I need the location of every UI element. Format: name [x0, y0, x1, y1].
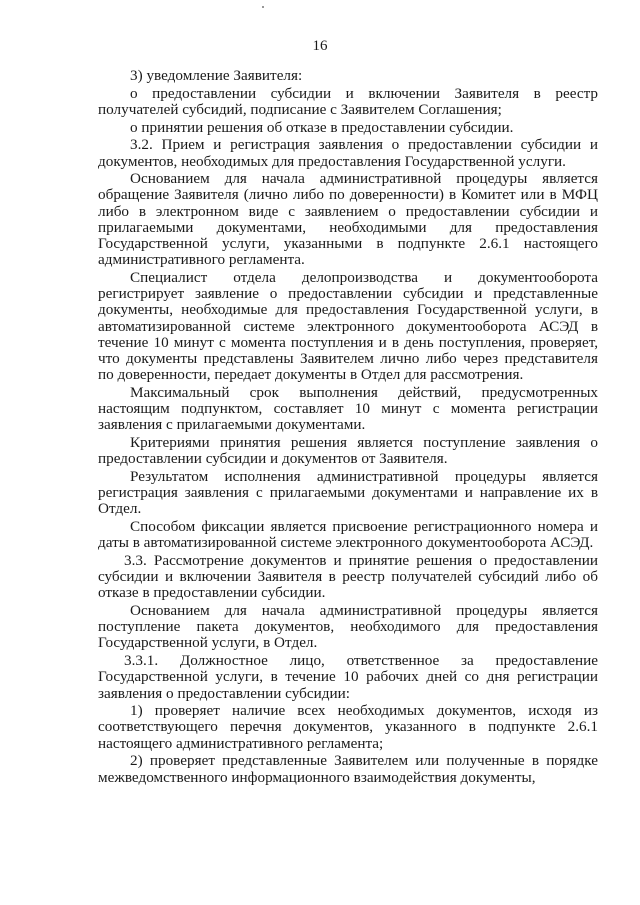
document-body	[98, 68, 598, 787]
paragraph: 3.2. Прием и регистрация заявления о предоставлении субсидии и документов, необходимых для предоставления Государственной услуги.	[98, 136, 598, 170]
paragraph: 3.3.1. Должностное лицо, ответственное за предоставление Государственной услуги, в течение 10 рабочих дней со дня регистрации заявления о предоставлении субсидии:	[98, 652, 598, 702]
paragraph: о предоставлении субсидии и включении Заявителя в реестр получателей субсидий, подписание с Заявителем Соглашения;	[98, 84, 598, 118]
paragraph: о принятии решения об отказе в предоставлении субсидии.	[130, 118, 514, 136]
scan-speck	[262, 6, 264, 8]
paragraph: Способом фиксации является присвоение регистрационного номера и даты в автоматизированной системе электронного документооборота АСЭД.	[98, 517, 598, 552]
paragraph: Специалист отдела делопроизводства и документооборота регистрирует заявление о предоставлении субсидии и представленные документы, необходимые для предоставления Государственной услуги, в автоматизированной системе электронного документооборота АСЭД в течение 10 минут с момента поступления и в день поступления, проверяет, что документы представлены Заявителем лично либо через представителя по доверенности, передает документы в Отдел для рассмотрения.	[98, 268, 598, 384]
paragraph: Результатом исполнения административной процедуры является регистрация заявления с прилагаемыми документами и направление их в Отдел.	[98, 467, 598, 518]
page-number: 16	[312, 38, 328, 54]
paragraph: Основанием для начала административной процедуры является обращение Заявителя (лично либо по доверенности) в Комитет или в МФЦ либо в электронном виде с заявлением о предоставлении субсидии и прилагаемыми документами, необходимыми для предоставления Государственной услуги, указанными в подпункте 2.6.1 настоящего административного регламента.	[98, 170, 598, 269]
paragraph: 1) проверяет наличие всех необходимых документов, исходя из соответствующего перечня документов, указанного в подпункте 2.6.1 настоящего административного регламента;	[98, 702, 598, 752]
paragraph: Критериями принятия решения является поступление заявления о предоставлении субсидии и документов от Заявителя.	[98, 433, 598, 468]
paragraph: 2) проверяет представленные Заявителем или полученные в порядке межведомственного информационного взаимодействия документы,	[98, 752, 598, 786]
paragraph: Максимальный срок выполнения действий, предусмотренных настоящим подпунктом, составляет 10 минут с момента регистрации заявления с прилагаемыми документами.	[98, 383, 598, 434]
paragraph: 3.3. Рассмотрение документов и принятие решения о предоставлении субсидии и включении Заявителя в реестр получателей субсидий либо об отказе в предоставлении субсидии.	[98, 551, 598, 602]
paragraph: 3) уведомление Заявителя:	[130, 67, 303, 84]
paragraph: Основанием для начала административной процедуры является поступление пакета документов, необходимого для предоставления Государственной услуги, в Отдел.	[98, 602, 598, 652]
